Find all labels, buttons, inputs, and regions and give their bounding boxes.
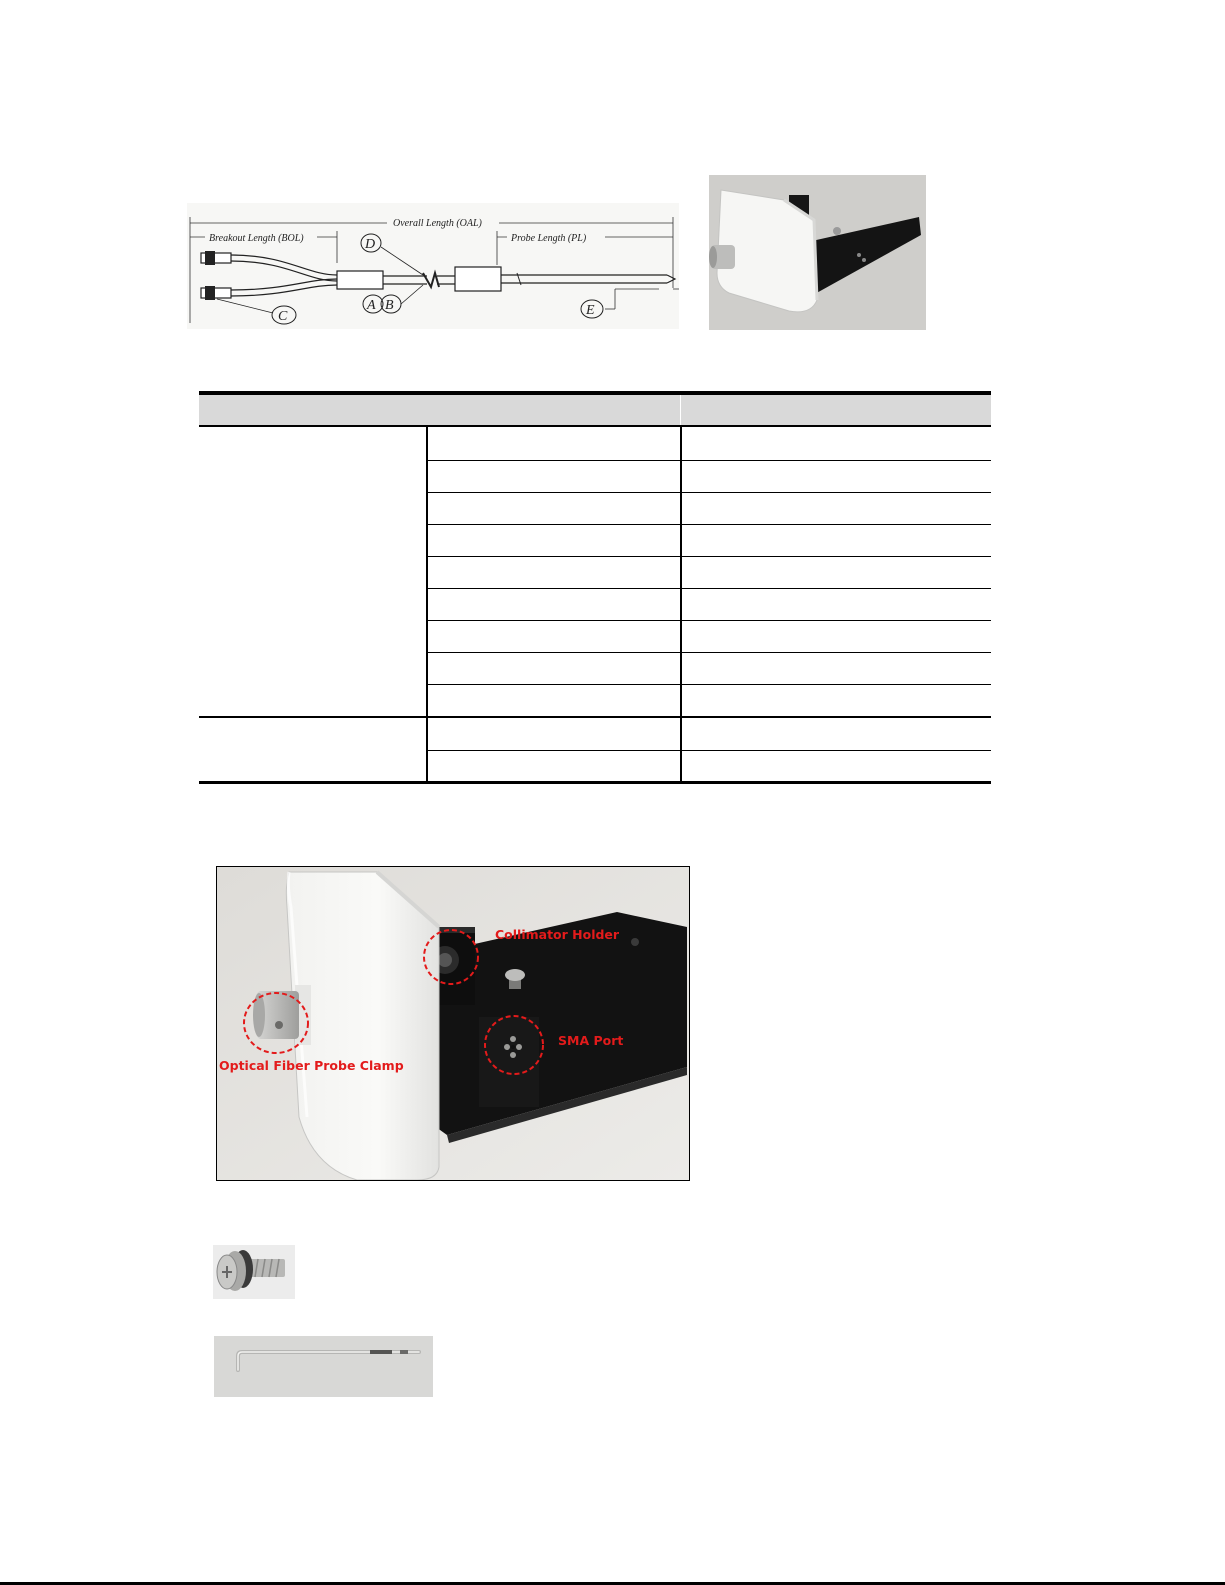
- hex-key-icon: [214, 1336, 433, 1397]
- header-column-divider: [680, 395, 681, 425]
- callout-b: B: [385, 298, 394, 313]
- table-row: [427, 556, 991, 557]
- table-row: [427, 588, 991, 589]
- table-row: [427, 620, 991, 621]
- table-bottom-rule: [199, 781, 991, 784]
- table-header-row: [199, 395, 991, 425]
- table-row: [427, 492, 991, 493]
- table-row: [427, 460, 991, 461]
- adapter-photo-small: [709, 175, 926, 330]
- table-row: [427, 684, 991, 685]
- adapter-photo-annotated: [216, 866, 690, 1181]
- table-row: [427, 524, 991, 525]
- callout-a: A: [367, 298, 376, 313]
- specification-table: [199, 391, 991, 787]
- overall-length-label: Overall Length (OAL): [393, 218, 482, 229]
- callout-d: D: [365, 237, 376, 252]
- column-divider-right: [680, 427, 682, 782]
- column-divider-left: [426, 427, 428, 782]
- probe-dimension-diagram: [187, 203, 679, 329]
- breakout-length-label: Breakout Length (BOL): [209, 233, 304, 244]
- sma-port-label: SMA Port: [558, 1033, 624, 1048]
- callout-c: C: [278, 309, 288, 324]
- screw-with-washers-icon: [213, 1245, 295, 1299]
- optical-fiber-probe-clamp-label: Optical Fiber Probe Clamp: [219, 1058, 404, 1073]
- callout-e: E: [586, 303, 595, 318]
- table-header-rule: [199, 425, 991, 427]
- table-group-divider: [199, 716, 991, 718]
- probe-length-label: Probe Length (PL): [511, 233, 587, 244]
- table-row: [427, 750, 991, 751]
- table-row: [427, 652, 991, 653]
- collimator-holder-label: Collimator Holder: [495, 927, 620, 942]
